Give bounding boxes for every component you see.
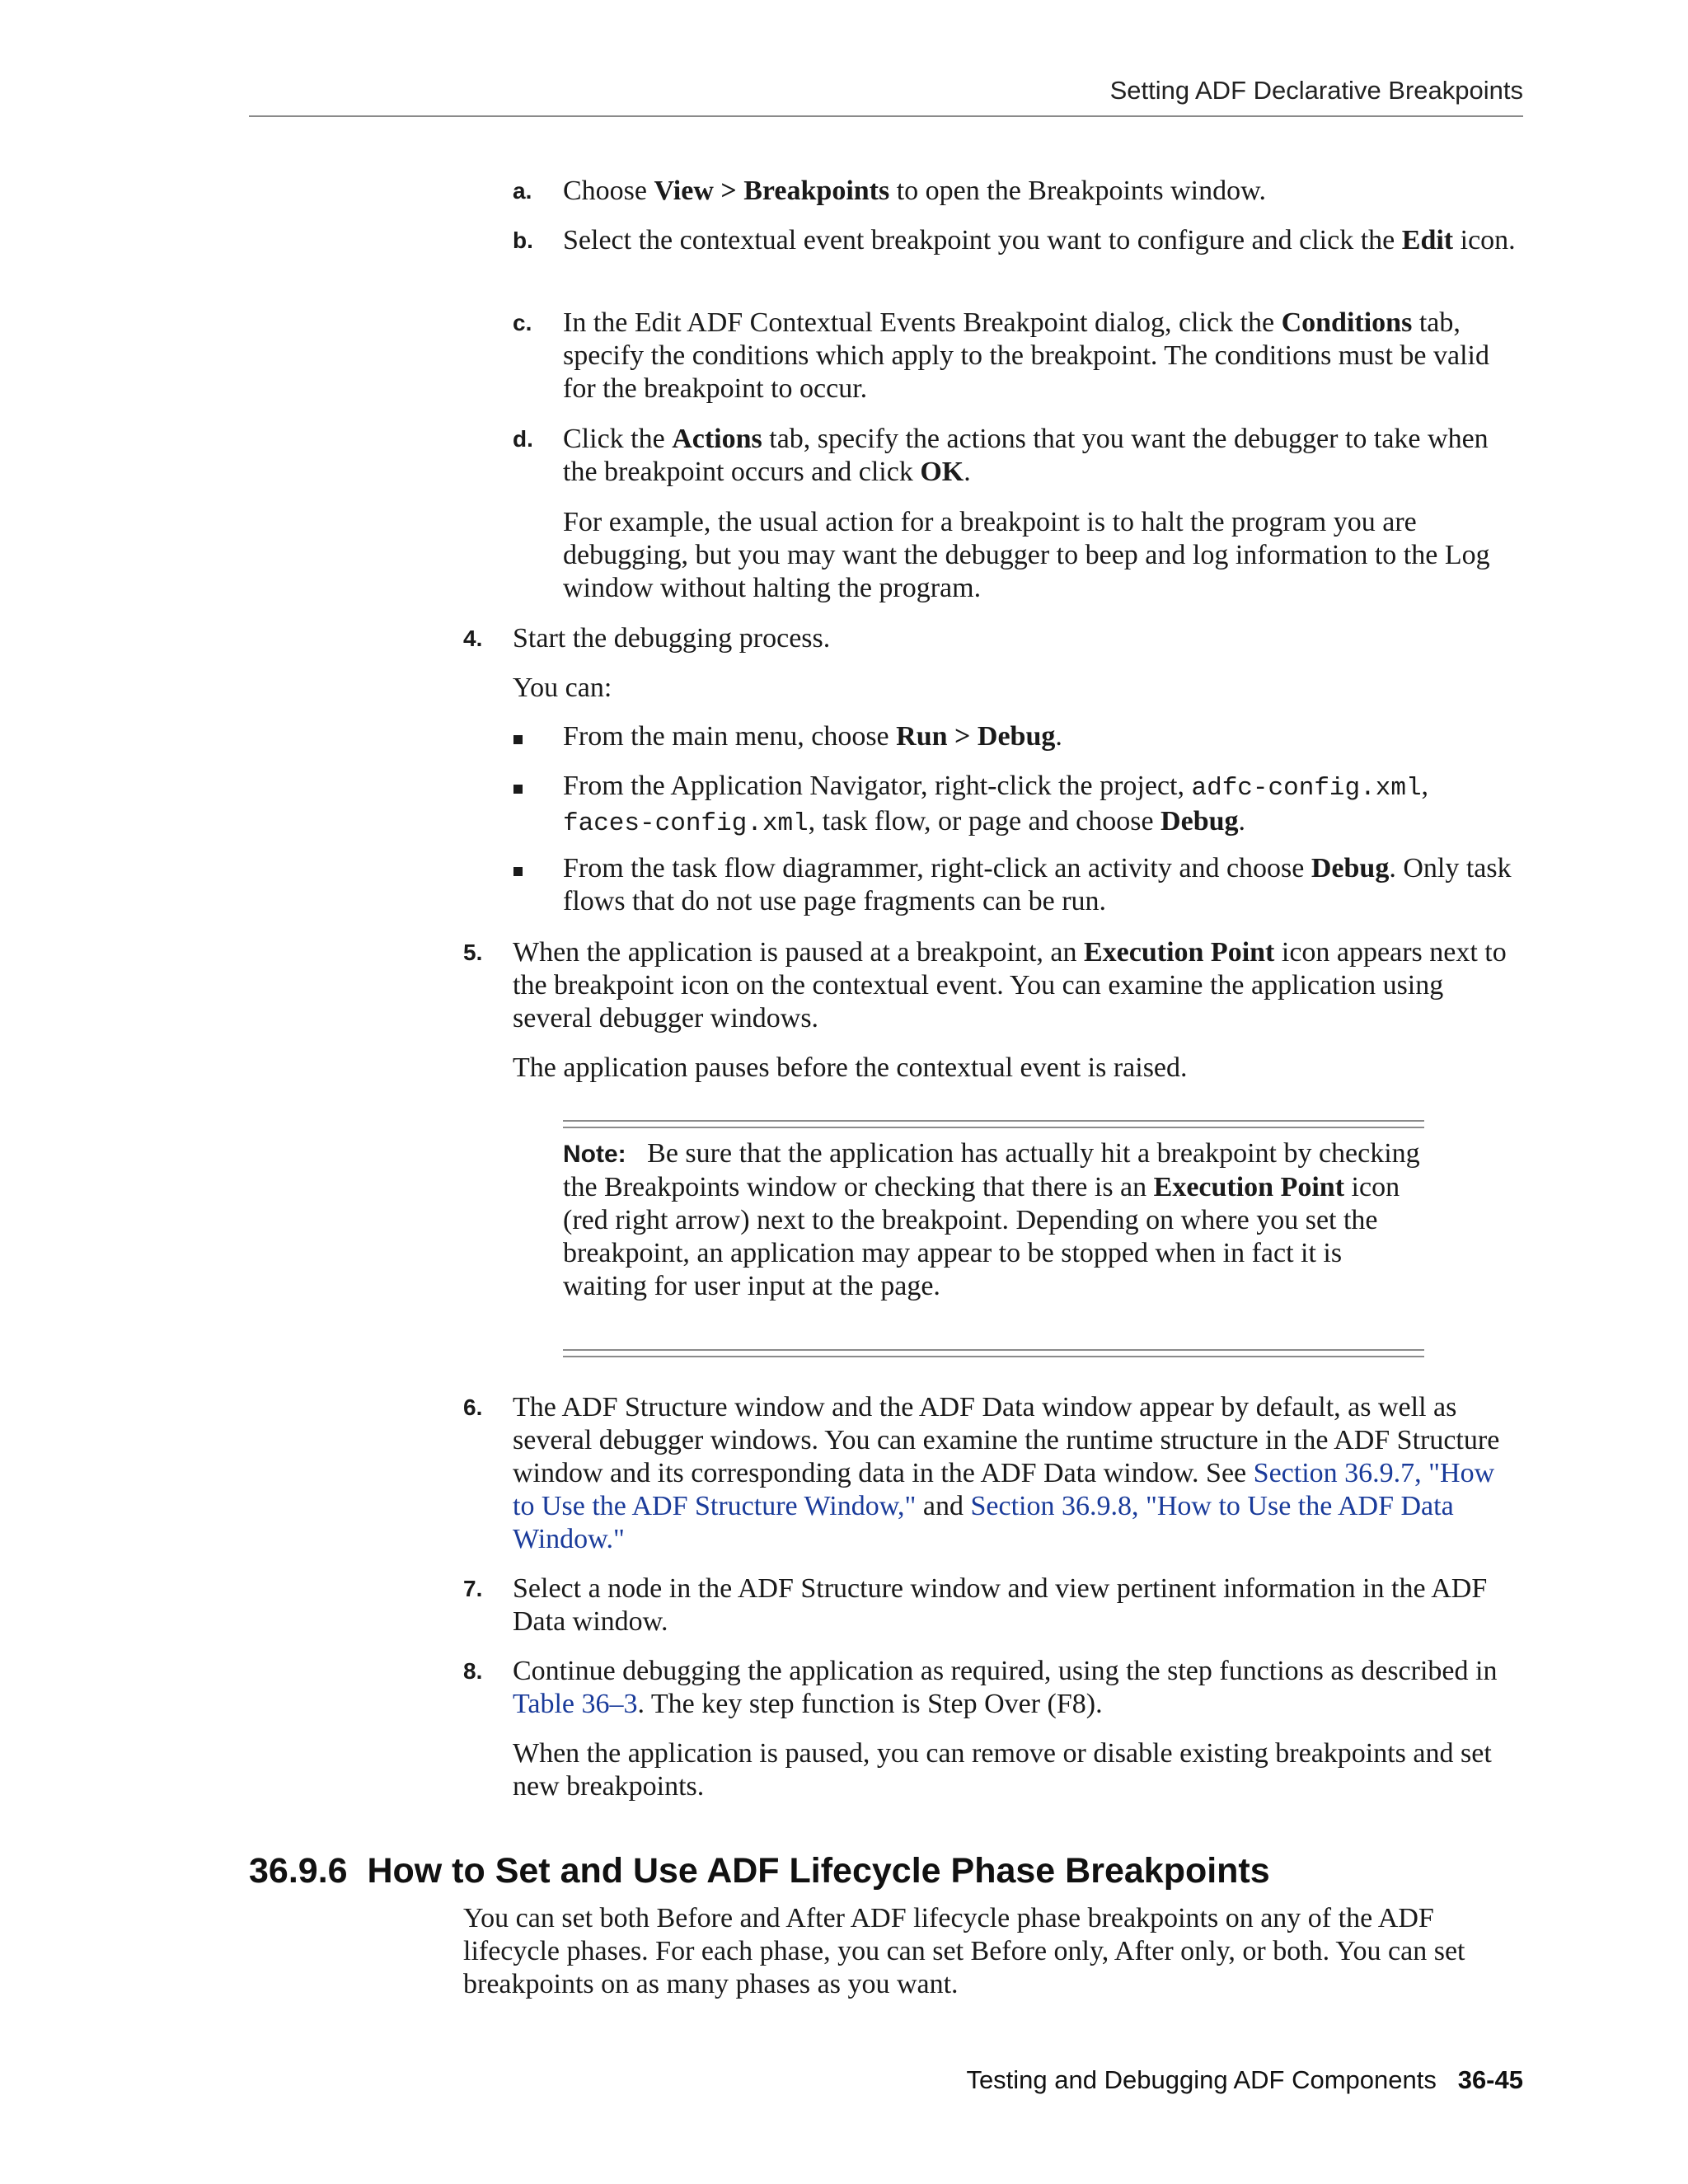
substep-d-paragraph: For example, the usual action for a breakpoint is to halt the program you are debugging, but you may want the debugger to beep and log information to the Log window without halting the program. xyxy=(563,507,1490,603)
section-36-9-7-link[interactable]: Section 36.9.7, "How to Use the ADF Structure Window," xyxy=(513,1458,1495,1521)
step-8-paragraph: When the application is paused, you can remove or disable existing breakpoints and set new breakpoints. xyxy=(513,1738,1492,1802)
bullet-square xyxy=(513,735,523,744)
note-bottom-rule xyxy=(563,1356,1424,1357)
substep-a-text: Choose View > Breakpoints to open the Breakpoints window. xyxy=(563,176,1266,206)
substep-b-text: Select the contextual event breakpoint you want to configure and click the Edit icon. xyxy=(563,225,1516,255)
section-36-9-8-link[interactable]: Section 36.9.8, "How to Use the ADF Data Window." xyxy=(513,1491,1454,1554)
page-footer xyxy=(249,2065,1523,2095)
bullet-square xyxy=(513,785,523,794)
step-8-number: 8. xyxy=(463,1658,483,1684)
note-top-rule xyxy=(563,1127,1424,1128)
footer-title: Testing and Debugging ADF Components xyxy=(966,2065,1437,2094)
bullet-square xyxy=(513,867,523,876)
step-4-intro: You can: xyxy=(513,673,612,703)
step-4-text: Start the debugging process. xyxy=(513,623,831,654)
substep-d-label: d. xyxy=(513,426,533,452)
section-heading xyxy=(249,1848,1270,1894)
substep-a-label: a. xyxy=(513,178,532,204)
step-7-number: 7. xyxy=(463,1576,483,1601)
note-top-rule xyxy=(563,1120,1424,1122)
bullet-item: From the main menu, choose Run > Debug. xyxy=(563,721,1062,752)
step-4-number: 4. xyxy=(463,626,483,651)
running-header: Setting ADF Declarative Breakpoints xyxy=(1109,76,1523,105)
step-6-number: 6. xyxy=(463,1394,483,1420)
section-paragraph: You can set both Before and After ADF lifecycle phase breakpoints on any of the ADF lifecycle phases. For each phase, you can set Before only, After only, or both. You can set breakpoints on as many phases as you want. xyxy=(463,1903,1465,1999)
bullet-item: From the task flow diagrammer, right-click an activity and choose Debug. Only task flows that do not use page fragments can be run. xyxy=(563,853,1512,916)
substep-c-text: In the Edit ADF Contextual Events Breakpoint dialog, click the Conditions tab, specify the conditions which apply to the breakpoint. The conditions must be valid for the breakpoint to occur. xyxy=(563,307,1489,404)
bullet-item: From the Application Navigator, right-click the project, adfc-config.xml, faces-config.xml, task flow, or page and choose Debug. xyxy=(563,771,1429,838)
step-5-text: When the application is paused at a breakpoint, an Execution Point icon appears next to the breakpoint icon on the contextual event. You can examine the application using several debugger windows. xyxy=(513,937,1507,1033)
note-bottom-rule xyxy=(563,1349,1424,1351)
step-7-text: Select a node in the ADF Structure window and view pertinent information in the ADF Data window. xyxy=(513,1573,1488,1637)
section-number: 36.9.6 xyxy=(249,1851,348,1891)
substep-b-label: b. xyxy=(513,227,533,253)
page-number: 36-45 xyxy=(1457,2065,1523,2094)
section-title: How to Set and Use ADF Lifecycle Phase Breakpoints xyxy=(367,1851,1270,1891)
header-rule xyxy=(249,115,1523,117)
table-36-3-link[interactable]: Table 36–3 xyxy=(513,1689,638,1719)
substep-c-label: c. xyxy=(513,310,532,335)
step-5-number: 5. xyxy=(463,940,483,965)
note-text: Note: Be sure that the application has actually hit a breakpoint by checking the Breakpoints window or checking that there is an Execution Point icon (red right arrow) next to the breakpoint. Depending on where you set the breakpoint, an application may appear to be stopped when in fact it is waiting for user input at the page. xyxy=(563,1138,1420,1301)
substep-d-text: Click the Actions tab, specify the actions that you want the debugger to take when the breakpoint occurs and click OK. xyxy=(563,424,1489,487)
step-8-text: Continue debugging the application as required, using the step functions as described in Table 36–3. The key step function is Step Over (F8). xyxy=(513,1656,1498,1719)
step-5-paragraph: The application pauses before the contextual event is raised. xyxy=(513,1052,1188,1083)
note-label: Note: xyxy=(563,1141,626,1168)
step-6-text: The ADF Structure window and the ADF Data window appear by default, as well as several debugger windows. You can examine the runtime structure in the ADF Structure window and its corresponding data in the ADF Data window. See Section 36.9.7, "How to Use the ADF Structure Window," and Section 36.9.8, "How to Use the ADF Data Window." xyxy=(513,1392,1500,1554)
